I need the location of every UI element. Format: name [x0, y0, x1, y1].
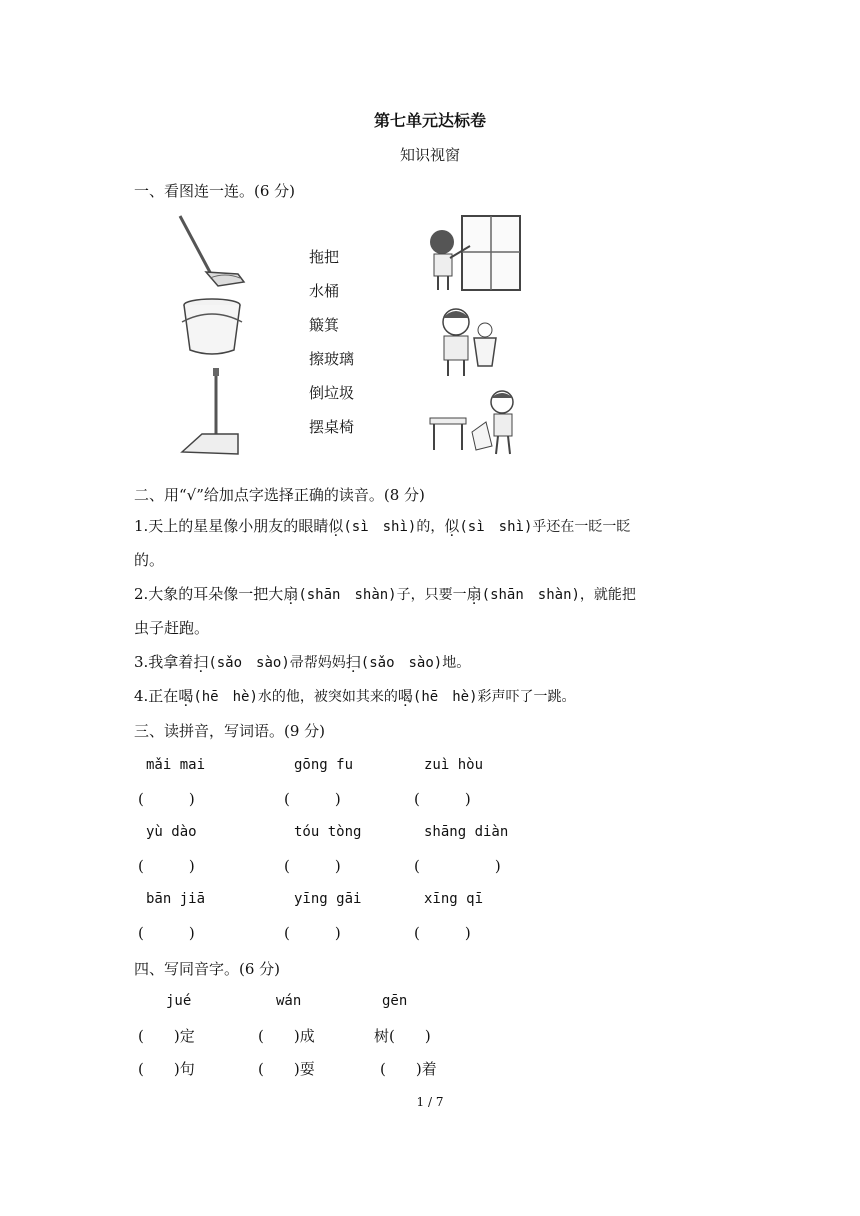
question-2-4: 4.正在喝(hē hè)水的他，被突如其来的喝(hē hè)彩声吓了一跳。 [134, 687, 576, 705]
section-3-heading: 三、读拼音，写词语。(9 分) [134, 722, 326, 740]
section-4-heading: 四、写同音字。(6 分) [134, 960, 281, 978]
pinyin-prompt: xīng qī [424, 891, 484, 907]
pinyin-prompt: shāng diàn [424, 824, 509, 840]
pinyin-prompt: yīng gāi [294, 891, 362, 907]
mop-icon [170, 212, 250, 297]
pinyin-prompt: gēn [382, 993, 408, 1009]
question-2-2: 2.大象的耳朵像一把大扇(shān shàn)子，只要一扇(shān shàn)，就能把 [134, 585, 636, 603]
answer-blank[interactable]: ( ) [138, 857, 195, 875]
question-2-3: 3.我拿着扫(sǎo sào)帚帮妈妈扫(sǎo sào)地。 [134, 653, 471, 671]
trash-dumping-icon [412, 302, 524, 382]
match-word: 摆桌椅 [309, 418, 355, 436]
answer-blank[interactable]: ( ) [284, 924, 341, 942]
pinyin-prompt: gōng fu [294, 757, 354, 773]
pinyin-prompt: wán [276, 993, 302, 1009]
dotted-char: 扫 [193, 653, 209, 671]
pinyin-prompt: yù dào [146, 824, 197, 840]
match-word: 水桶 [309, 282, 340, 300]
section-1-heading: 一、看图连一连。(6 分) [134, 182, 296, 200]
homophone-blank[interactable]: 树( ) [374, 1027, 431, 1045]
pinyin-prompt: jué [166, 993, 192, 1009]
question-2-1-cont: 的。 [134, 551, 165, 569]
match-word: 倒垃圾 [309, 384, 355, 402]
dotted-char: 扫 [345, 653, 361, 671]
dotted-char: 喝 [397, 687, 413, 705]
section-2-heading: 二、用“√”给加点字选择正确的读音。(8 分) [134, 486, 425, 504]
dotted-char: 喝 [178, 687, 194, 705]
dotted-char: 似 [328, 517, 344, 535]
desk-arranging-icon [412, 388, 524, 460]
question-2-1: 1.天上的星星像小朋友的眼睛似(sì shì)的，似(sì shì)乎还在一眨一眨 [134, 517, 631, 535]
answer-blank[interactable]: ( ) [414, 857, 501, 875]
homophone-blank[interactable]: ( )成 [258, 1027, 315, 1045]
page-title: 第七单元达标卷 [373, 111, 486, 130]
match-word: 簸箕 [309, 316, 340, 334]
answer-blank[interactable]: ( ) [414, 790, 471, 808]
page-subtitle: 知识视窗 [399, 146, 460, 164]
pinyin-prompt: tóu tòng [294, 824, 362, 840]
pinyin-prompt: bān jiā [146, 891, 206, 907]
page-number: 1 / 7 [416, 1095, 444, 1109]
answer-blank[interactable]: ( ) [138, 790, 195, 808]
bucket-icon [178, 296, 248, 360]
dotted-char: 似 [444, 517, 460, 535]
homophone-blank[interactable]: ( )定 [138, 1027, 195, 1045]
dustpan-icon [178, 366, 258, 461]
dotted-char: 扇 [283, 585, 299, 603]
dotted-char: 扇 [466, 585, 482, 603]
homophone-blank[interactable]: ( )着 [380, 1060, 437, 1078]
pinyin-prompt: mǎi mai [146, 757, 206, 773]
homophone-blank[interactable]: ( )耍 [258, 1060, 315, 1078]
match-word: 拖把 [309, 248, 340, 266]
answer-blank[interactable]: ( ) [414, 924, 471, 942]
window-cleaning-icon [412, 212, 524, 296]
question-2-2-cont: 虫子赶跑。 [134, 619, 210, 637]
match-word: 擦玻璃 [309, 350, 355, 368]
pinyin-prompt: zuì hòu [424, 757, 484, 773]
answer-blank[interactable]: ( ) [138, 924, 195, 942]
answer-blank[interactable]: ( ) [284, 857, 341, 875]
homophone-blank[interactable]: ( )句 [138, 1060, 195, 1078]
answer-blank[interactable]: ( ) [284, 790, 341, 808]
